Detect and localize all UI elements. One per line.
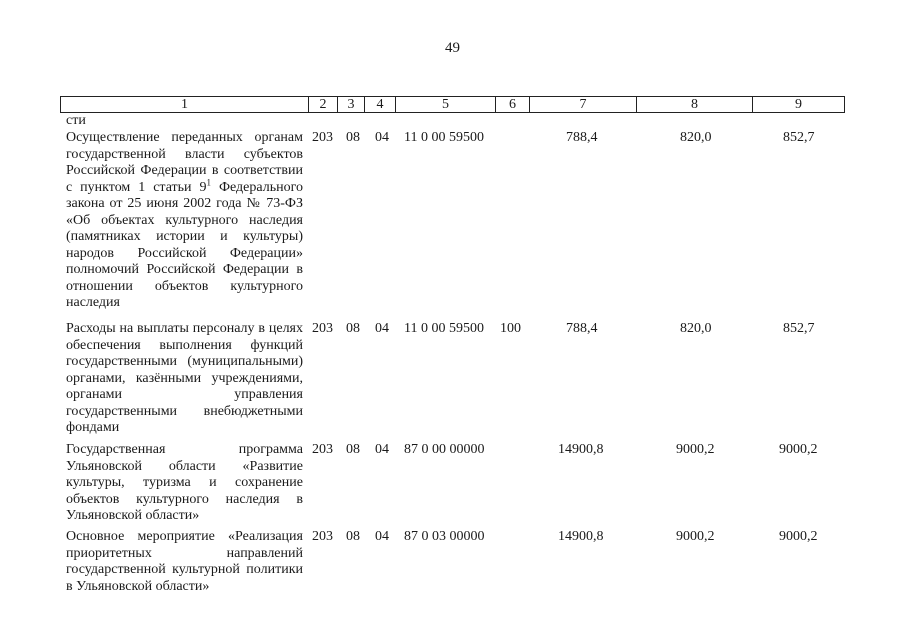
header-col-4: 4 — [365, 97, 396, 112]
cell-col-5: 87 0 03 00000 — [404, 529, 485, 544]
cell-col-9: 852,7 — [783, 130, 815, 145]
row-description: Расходы на выплаты персоналу в целях обеспечения выполнения функций государственными (муниципальными) органами, казёнными учреждениями, органами управления государственными внебюджетными фондами — [66, 321, 303, 435]
continuation-fragment: сти — [66, 113, 86, 128]
cell-col-4: 04 — [375, 442, 389, 457]
header-col-5: 5 — [396, 97, 496, 112]
cell-col-4: 04 — [375, 130, 389, 145]
cell-col-2: 203 — [312, 529, 333, 544]
cell-col-9: 9000,2 — [779, 529, 818, 544]
cell-col-3: 08 — [346, 529, 360, 544]
cell-col-2: 203 — [312, 442, 333, 457]
cell-col-8: 820,0 — [680, 130, 712, 145]
cell-col-2: 203 — [312, 130, 333, 145]
cell-col-8: 9000,2 — [676, 529, 715, 544]
row-description: Государственная программа Ульяновской области «Развитие культуры, туризма и сохранение объектов культурного наследия в Ульяновской области» — [66, 442, 303, 523]
cell-col-5: 87 0 00 00000 — [404, 442, 485, 457]
cell-col-5: 11 0 00 59500 — [404, 130, 484, 145]
cell-col-7: 788,4 — [566, 321, 598, 336]
page-number: 49 — [445, 40, 460, 56]
table-header — [60, 96, 845, 113]
cell-col-3: 08 — [346, 130, 360, 145]
header-col-6: 6 — [496, 97, 530, 112]
cell-col-8: 9000,2 — [676, 442, 715, 457]
cell-col-3: 08 — [346, 442, 360, 457]
description-text: Осуществление переданных органам государственной власти субъектов Российской Федерации в соответствии с пунктом 1 статьи 9 — [66, 130, 303, 195]
header-col-8: 8 — [637, 97, 753, 112]
cell-col-7: 14900,8 — [558, 442, 604, 457]
cell-col-2: 203 — [312, 321, 333, 336]
cell-col-6: 100 — [500, 321, 521, 336]
header-col-3: 3 — [338, 97, 365, 112]
cell-col-4: 04 — [375, 321, 389, 336]
cell-col-3: 08 — [346, 321, 360, 336]
header-col-1: 1 — [61, 97, 309, 112]
description-superscript: 1 — [206, 176, 212, 187]
header-col-7: 7 — [530, 97, 637, 112]
row-description: Основное мероприятие «Реализация приоритетных направлений государственной культурной политики в Ульяновской области» — [66, 529, 303, 594]
cell-col-9: 9000,2 — [779, 442, 818, 457]
header-col-9: 9 — [795, 97, 802, 112]
cell-col-7: 788,4 — [566, 130, 598, 145]
header-col-2: 2 — [309, 97, 338, 112]
description-text-tail: Федерального закона от 25 июня 2002 года № 73-ФЗ «Об объектах культурного наследия (памятниках истории и культуры) народов Российской Федерации» полномочий Российской Федерации в отношении объектов культурного наследия — [66, 179, 303, 310]
row-description — [66, 130, 303, 312]
cell-col-8: 820,0 — [680, 321, 712, 336]
cell-col-5: 11 0 00 59500 — [404, 321, 484, 336]
cell-col-9: 852,7 — [783, 321, 815, 336]
cell-col-4: 04 — [375, 529, 389, 544]
cell-col-7: 14900,8 — [558, 529, 604, 544]
